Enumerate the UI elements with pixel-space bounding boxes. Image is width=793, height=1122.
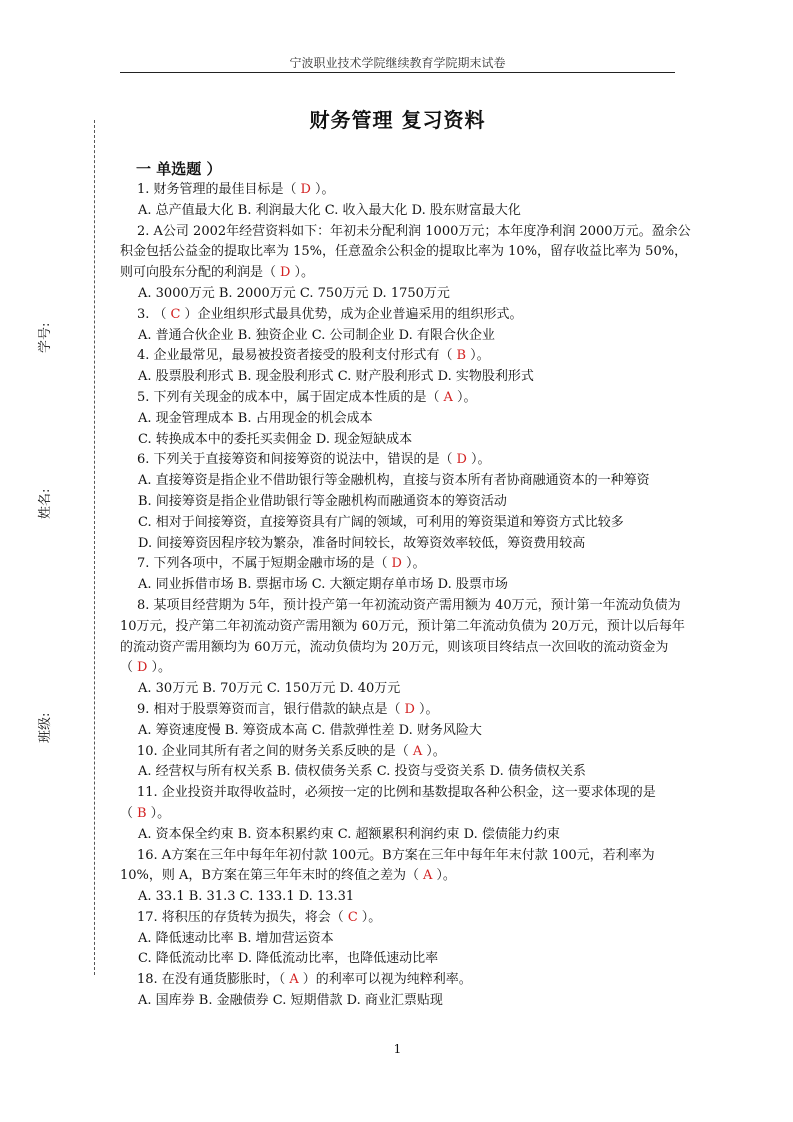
question-text: 16. A方案在三年中每年年初付款 100元。B方案在三年中每年年末付款 100元，若利率为 10%，则 A，B方案在第三年年末时的终值之差为（ — [120, 847, 655, 884]
question-text: 3. （ — [137, 306, 167, 322]
page-number: 1 — [393, 1042, 402, 1056]
answer-letter: D — [391, 556, 402, 572]
question-text: 4. 企业最常见，最易被投资者接受的股利支付形式有（ — [137, 348, 453, 364]
question-text-end: ）。 — [150, 805, 171, 821]
answer-letter: D — [404, 701, 415, 717]
question-stem — [120, 388, 692, 409]
answer-letter: A — [289, 972, 299, 988]
question-text: 6. 下列关于直接筹资和间接筹资的说法中，错误的是（ — [137, 452, 453, 468]
question-item — [120, 596, 692, 700]
options-line: C. 转换成本中的委托买卖佣金 D. 现金短缺成本 — [138, 431, 413, 447]
question-item — [120, 450, 692, 554]
question-text: 8. 某项目经营期为 5年，预计投产第一年初流动资产需用额为 40万元，预计第一年流动负债为 10万元，投产第二年初流动资产需用额为 60万元，预计第二年流动负债为 20万元，预计以后每年的流动资产需用额均为 60万元，流动负债均为 20万元，则该项目终结点一次回收的流动资金为（ — [120, 597, 685, 676]
question-list — [120, 180, 692, 1012]
answer-letter: D — [300, 182, 311, 197]
options-line: D. 间接筹资因程序较为繁杂，准备时间较长，故筹资效率较低，筹资费用较高 — [138, 535, 586, 551]
options-line: A. 降低速动比率 B. 增加营运资本 — [138, 930, 334, 946]
question-text-end: ）。 — [361, 909, 382, 925]
document-title: 财务管理 复习资料 — [309, 108, 486, 132]
question-text: 11. 企业投资并取得收益时，必须按一定的比例和基数提取各种公积金，这一要求体现的是（ — [120, 785, 656, 821]
question-stem — [120, 596, 692, 679]
options-line: A. 国库券 B. 金融债券 C. 短期借款 D. 商业汇票贴现 — [138, 993, 443, 1009]
question-item — [120, 846, 692, 908]
question-text-end: ）。 — [294, 265, 314, 281]
question-stem — [120, 554, 692, 575]
question-text: 1. 财务管理的最佳目标是（ — [137, 182, 297, 197]
question-text: 5. 下列有关现金的成本中，属于固定成本性质的是（ — [137, 389, 440, 405]
options-line: A. 33.1 B. 31.3 C. 133.1 D. 13.31 — [138, 889, 355, 905]
question-item — [120, 180, 692, 222]
question-text-end: ）。 — [470, 348, 490, 364]
question-stem — [120, 180, 692, 201]
answer-letter: B — [137, 805, 147, 821]
question-item — [120, 222, 692, 305]
options-line: C. 相对于间接筹资，直接筹资具有广阔的领域，可利用的筹资渠道和筹资方式比较多 — [138, 514, 624, 530]
answer-letter: D — [456, 452, 467, 468]
binding-dashed-line — [94, 120, 95, 975]
options-line: A. 经营权与所有权关系 B. 债权债务关系 C. 投资与受资关系 D. 债务债权关系 — [138, 764, 586, 780]
question-text-end: ）。 — [426, 743, 446, 759]
options-line: C. 降低流动比率 D. 降低流动比率，也降低速动比率 — [138, 951, 439, 967]
question-stem — [120, 970, 692, 991]
question-stem — [120, 783, 692, 825]
options-line: A. 普通合伙企业 B. 独资企业 C. 公司制企业 D. 有限合伙企业 — [138, 327, 495, 343]
question-item — [120, 700, 692, 742]
question-text-end: ）。 — [436, 868, 456, 884]
question-stem — [120, 450, 692, 471]
header-rule — [120, 72, 675, 73]
question-item — [120, 742, 692, 784]
question-text: 17. 将积压的存货转为损失，将会（ — [137, 909, 344, 925]
question-text-end: ）。 — [314, 182, 335, 197]
question-text-end: ）。 — [151, 660, 171, 676]
question-text-end: ）。 — [470, 452, 491, 468]
question-stem — [120, 908, 692, 929]
answer-letter: D — [137, 660, 148, 676]
options-line: A. 资本保全约束 B. 资本积累约束 C. 超额累积利润约束 D. 偿债能力约束 — [138, 826, 560, 842]
question-stem — [120, 846, 692, 888]
answer-letter: A — [443, 389, 453, 405]
options-line: A. 股票股利形式 B. 现金股利形式 C. 财产股利形式 D. 实物股利形式 — [138, 369, 534, 385]
question-stem — [120, 742, 692, 763]
question-item — [120, 346, 692, 388]
question-text: 18. 在没有通货膨胀时，（ — [137, 972, 286, 988]
question-section — [120, 158, 692, 1012]
section-heading: 一 单选题 ） — [136, 160, 222, 178]
options-line: A. 30万元 B. 70万元 C. 150万元 D. 40万元 — [138, 681, 401, 697]
answer-letter: B — [456, 348, 467, 364]
options-line: A. 同业拆借市场 B. 票据市场 C. 大额定期存单市场 D. 股票市场 — [138, 577, 508, 593]
question-text: 2. A公司 2002年经营资料如下：年初未分配利润 1000万元；本年度净利润 2000万元。盈余公积金包括公益金的提取比率为 15%，任意盈余公积金的提取比率为 10%，留存收益比率为 50%，则可向股东分配的利润是（ — [120, 223, 691, 281]
question-stem — [120, 305, 692, 326]
question-text-end: ）。 — [405, 556, 426, 572]
question-text-end: ）。 — [418, 701, 439, 717]
page-header: 宁波职业技术学院继续教育学院期末试卷 — [289, 56, 506, 70]
class-label: 班级: — [38, 712, 53, 743]
question-text: 9. 相对于股票筹资而言，银行借款的缺点是（ — [137, 701, 401, 717]
answer-letter: A — [422, 868, 433, 884]
question-item — [120, 554, 692, 596]
options-line: A. 筹资速度慢 B. 筹资成本高 C. 借款弹性差 D. 财务风险大 — [138, 722, 482, 738]
options-line: A. 直接筹资是指企业不借助银行等金融机构，直接与资本所有者协商融通资本的一种筹资 — [138, 473, 650, 489]
question-text: 7. 下列各项中，不属于短期金融市场的是（ — [137, 556, 388, 572]
question-stem — [120, 222, 692, 284]
question-text-end: ）的利率可以视为纯粹利率。 — [302, 972, 472, 988]
options-line: A. 3000万元 B. 2000万元 C. 750万元 D. 1750万元 — [138, 285, 450, 301]
question-text-end: ）。 — [456, 389, 477, 405]
options-line: A. 总产值最大化 B. 利润最大化 C. 收入最大化 D. 股东财富最大化 — [138, 202, 521, 218]
answer-letter: D — [280, 265, 291, 281]
answer-letter: A — [412, 743, 423, 759]
answer-letter: C — [170, 306, 181, 322]
answer-letter: C — [347, 909, 358, 925]
options-line: B. 间接筹资是指企业借助银行等金融机构而融通资本的筹资活动 — [138, 493, 507, 509]
question-text: 10. 企业同其所有者之间的财务关系反映的是（ — [137, 743, 409, 759]
question-item — [120, 305, 692, 347]
question-item — [120, 388, 692, 450]
question-item — [120, 970, 692, 1012]
student-id-label: 学号: — [38, 322, 53, 353]
question-text-end: ）企业组织形式最具优势，成为企业普遍采用的组织形式。 — [184, 306, 523, 322]
question-item — [120, 783, 692, 845]
name-label: 姓名: — [38, 488, 53, 519]
question-item — [120, 908, 692, 970]
question-stem — [120, 700, 692, 721]
options-line: A. 现金管理成本 B. 占用现金的机会成本 — [138, 410, 373, 426]
question-stem — [120, 346, 692, 367]
